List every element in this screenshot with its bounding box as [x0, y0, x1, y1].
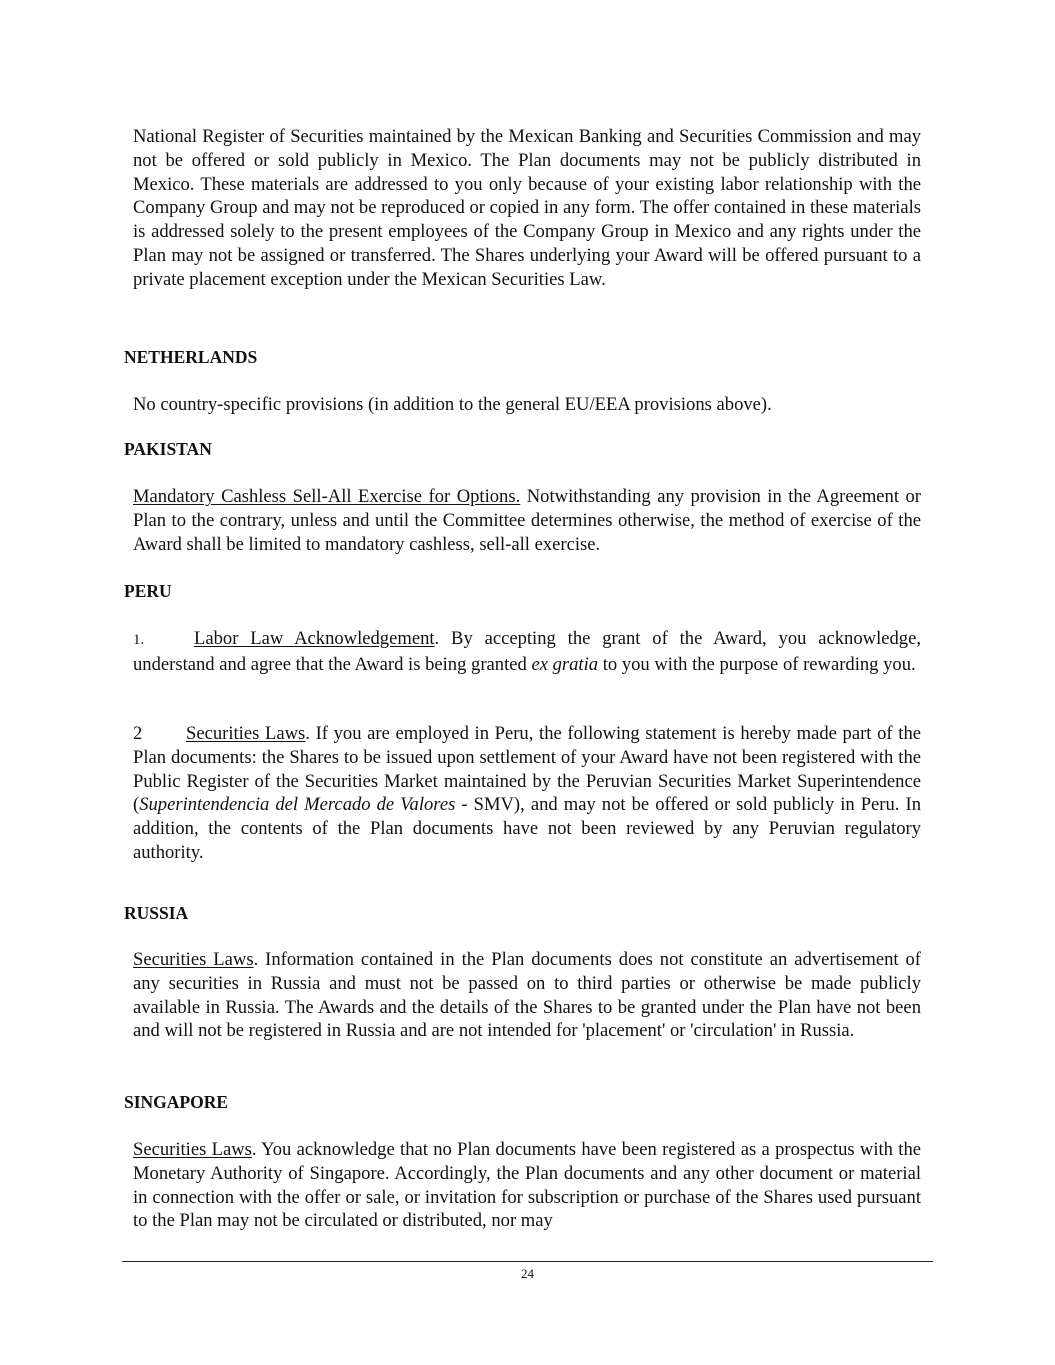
heading-peru: PERU	[124, 581, 172, 601]
peru-item-1-text-before: . By accepting the grant of the Award, you acknowledge, understand and agree that the Award is being granted	[133, 628, 921, 675]
peru-item-2-title: Securities Laws	[186, 723, 306, 744]
peru-item-1-italic: ex gratia	[531, 653, 599, 675]
peru-item-2-text-after: - SMV), and may not be offered or sold publicly in Peru. In addition, the contents of the Plan documents have not been reviewed by any Peruvian regulatory authority.	[133, 794, 921, 863]
pakistan-paragraph	[133, 485, 921, 556]
netherlands-paragraph: No country-specific provisions (in addition to the general EU/EEA provisions above).	[133, 394, 772, 415]
singapore-paragraph	[133, 1138, 921, 1233]
peru-item-1-number: 1.	[133, 632, 145, 648]
heading-singapore: SINGAPORE	[124, 1092, 229, 1112]
heading-netherlands: NETHERLANDS	[124, 347, 258, 367]
mexico-continuation-paragraph: National Register of Securities maintained by the Mexican Banking and Securities Commission and may not be offered or sold publicly in Mexico. The Plan documents may not be publicly distributed in Mexico. These materials are addressed to you only because of your existing labor relationship with the Company Group and may not be reproduced or copied in any form. The offer contained in these materials is addressed solely to the present employees of the Company Group in Mexico and any rights under the Plan may not be assigned or transferred. The Shares underlying your Award will be offered pursuant to a private placement exception under the Mexican Securities Law.	[133, 126, 921, 290]
heading-pakistan: PAKISTAN	[124, 439, 212, 459]
pakistan-section-title: Mandatory Cashless Sell-All Exercise for Options.	[133, 486, 521, 507]
peru-item-2-text-before: . If you are employed in Peru, the following statement is hereby made part of the Plan documents: the Shares to be issued upon settlement of your Award have not been registered with the Public Register of the Securities Market maintained by the Peruvian Securities Market Superintendence (	[133, 723, 921, 816]
singapore-body: . You acknowledge that no Plan documents have been registered as a prospectus with the Monetary Authority of Singapore. Accordingly, the Plan documents and any other document or material in connection with the offer or sale, or invitation for subscription or purchase of the Shares used pursuant to the Plan may not be circulated or distributed, nor may	[133, 1139, 921, 1232]
pakistan-body: Notwithstanding any provision in the Agreement or Plan to the contrary, unless and until the Committee determines otherwise, the method of exercise of the Award shall be limited to mandatory cashless, sell-all exercise.	[133, 486, 922, 555]
peru-item-1-title: Labor Law Acknowledgement	[194, 628, 435, 649]
peru-item-2-number: 2	[133, 723, 143, 744]
russia-paragraph	[133, 948, 921, 1043]
singapore-section-title: Securities Laws	[133, 1139, 252, 1160]
peru-item-1	[133, 627, 921, 677]
peru-item-2	[133, 722, 921, 865]
footer-divider	[122, 1261, 933, 1262]
page-number: 24	[521, 1266, 534, 1281]
peru-item-1-text-after: to you with the purpose of rewarding you.	[598, 653, 916, 675]
russia-section-title: Securities Laws	[133, 949, 254, 970]
peru-item-2-italic: Superintendencia del Mercado de Valores	[139, 794, 456, 816]
russia-body: . Information contained in the Plan documents does not constitute an advertisement of any securities in Russia and must not be passed on to third parties or otherwise be made publicly available in Russia. The Awards and the details of the Shares to be granted under the Plan have not been and will not be registered in Russia and are not intended for 'placement' or 'circulation' in Russia.	[133, 949, 922, 1042]
heading-russia: RUSSIA	[124, 903, 189, 923]
